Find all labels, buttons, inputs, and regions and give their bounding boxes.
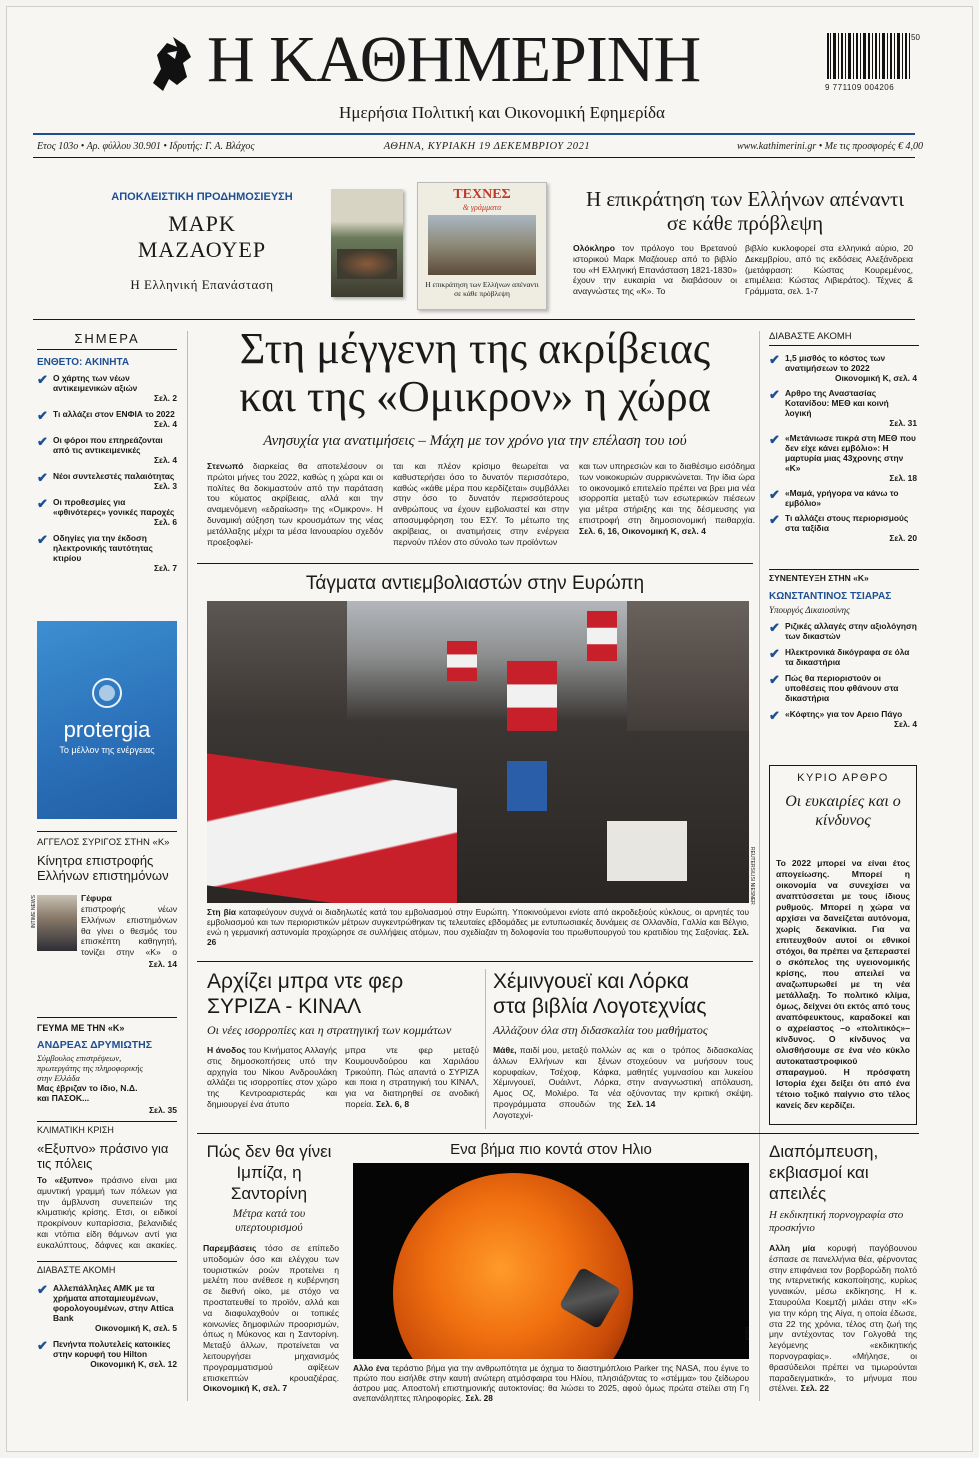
read-also-item: ✔ Τι αλλάζει στους περιορισμούς στα ταξίδια Σελ. 20	[769, 512, 917, 543]
read-also-item: ✔ «Μαμά, γρήγορα να κάνω το εμβόλιο»	[769, 487, 899, 508]
today-header: ΣΗΜΕΡΑ	[74, 331, 140, 346]
bottom-stories-rule	[197, 1133, 919, 1134]
interview-item: ✔ Ριζικές αλλαγές στην αξιολόγηση των δικαστών	[769, 620, 917, 641]
checkmark-icon: ✔	[769, 487, 780, 502]
interview-item: ✔ Ηλεκτρονικά δικόγραφα σε όλα τα δικαστήρια	[769, 646, 910, 667]
interview-item: ✔ «Κόφτης» για τον Αρειο Πάγο Σελ. 4	[769, 708, 917, 729]
griffin-logo-icon	[147, 33, 197, 97]
main-headline-line1: Στη μέγγενη της ακρίβειας	[239, 324, 711, 373]
left-column-divider	[187, 331, 188, 1401]
climate-text: Το «έξυπνο» πράσινο είναι μια αμυντική γραμμή των πόλεων για την άμβλυνση συνεπειών της κλιματικής κρίσης. Ετσι, οι ειδικοί προκρίνουν κυπαρίσσια, βελανιδιές και ντόπια είδη θάμνων αντί για ευκαλύπτους, δάφνες και ακακίες.	[37, 1175, 177, 1250]
photo-story-rule	[197, 563, 753, 564]
politics-headline	[207, 969, 479, 1019]
checkmark-icon: ✔	[37, 532, 48, 547]
sun-credit: NASA	[743, 1327, 749, 1341]
literature-col1: Μάθε, παιδί μου, μεταξύ πολλών άλλων Ελλήνων και ξένων κορυφαίων, Τσέχοφ, Κάφκα, Χέμινγουεϊ, Ουάιλντ, Λόρκα, Αμος Οζ, Μολιέρο. Τα νέα προγράμματα σπουδών της Λογοτεχνί-	[493, 1045, 622, 1120]
read-also-header: ΔΙΑΒΑΣΤΕ ΑΚΟΜΗ	[769, 331, 852, 342]
politics-literature-divider	[485, 969, 486, 1129]
sun-caption: Αλλο ένα τεράστιο βήμα για την ανθρωπότητα με όχημα το διαστημόπλοιο Parker της NASA, που έγινε το πρώτο που εισήλθε στην καυτή ανώτερη ατμόσφαιρα του Ηλίου, πλησιάζοντας το «στέμμα» του ζείδωρου άστρου μας. Αποστολή επιστημονικής αυτοκτονίας: θα λιώσει το 2025, αφού όμως πρώτα στείλει στη Γη ανεπανάληπτες πληροφορίες. Σελ. 28	[353, 1363, 749, 1403]
ad-brand: protergia	[63, 717, 151, 742]
book-cover-image	[331, 189, 403, 297]
read-also-rule	[769, 345, 919, 346]
literature-col2: ας και ο τρόπος διδασκαλίας στοχεύουν να μυήσουν τους μαθητές γυμνασίου και λυκείου στην αναγνωστική απόλαυση, οξύνοντας την κριτική σκέψη. Σελ. 14	[627, 1045, 753, 1109]
harass-headline: Διαπόμπευση, εκβιασμοί και απειλές	[769, 1142, 879, 1203]
checkmark-icon: ✔	[769, 432, 780, 447]
photo-story-headline: Τάγματα αντιεμβολιαστών στην Ευρώπη	[305, 573, 645, 594]
checkmark-icon: ✔	[769, 387, 780, 402]
checkmark-icon: ✔	[769, 620, 780, 635]
barcode-graphic	[825, 33, 923, 83]
promo-author	[97, 211, 307, 263]
today-item: ✔ Οι φόροι που επηρεάζονται από τις αντικειμενικές Σελ. 4	[37, 434, 177, 465]
climate-title: «Εξυπνο» πράσινο για τις πόλεις	[37, 1141, 169, 1171]
checkmark-icon: ✔	[37, 1282, 48, 1297]
main-headline-line2: και της «Ομικρον» η χώρα	[239, 372, 711, 421]
checkmark-icon: ✔	[37, 1338, 48, 1353]
photo-caption: Στη βία καταφεύγουν συχνά οι διαδηλωτές κατά του εμβολιασμού στην Ευρώπη. Υποκινούμενοι ενίοτε από ακροδεξιούς κύκλους, οι αρνητές του εμβολιασμού και των περιοριστικών μέτρων συγκεντρώθηκαν τις τελευταίες εβδομάδες με εντυπωσιακές δυνάμεις σε Ολλανδία, Γαλλία και Βέλγιο, ενώ η γερμανική αστυνομία προχώρησε σε συλλήψεις ατόμων, που σχεδίαζαν τη δολοφονία του πρωθυπουργού του κρατιδίου της Σαξονίας. Σελ. 26	[207, 907, 749, 947]
read-also2-rule	[37, 1261, 177, 1262]
ad-tagline: Το μέλλον της ενέργειας	[59, 745, 155, 755]
read-also-item: ✔ 1,5 μισθός το κόστος των ανατιμήσεων το 2022 Οικονομική Κ, σελ. 4	[769, 352, 917, 383]
checkmark-icon: ✔	[37, 470, 48, 485]
today-item: ✔ Τι αλλάζει στον ΕΝΦΙΑ το 2022 Σελ. 4	[37, 408, 177, 429]
checkmark-icon: ✔	[37, 434, 48, 449]
read-also2-header: ΔΙΑΒΑΣΤΕ ΑΚΟΜΗ	[37, 1265, 116, 1275]
taste-role: Σύμβουλος επιστρέψεων, πρωτεργάτης της πληροφορικής στην Ελλάδα	[37, 1053, 143, 1083]
main-subhead: Ανησυχία για ανατιμήσεις – Μάχη με τον χρόνο για την επέλαση του ιού	[263, 433, 687, 449]
today-list	[37, 373, 177, 573]
checkmark-icon: ✔	[37, 408, 48, 423]
literature-headline-line2: στα βιβλία Λογοτεχνίας	[493, 995, 707, 1018]
main-headline	[197, 325, 753, 421]
read-also2-item: ✔ Αλλεπάλληλες ΑΜΚ με τα χρήματα αποταμιευμένων, φορολογουμένων, στην Attica Bank Οικονομική Κ, σελ. 5	[37, 1282, 177, 1333]
ibiza-headline: Πώς δεν θα γίνει Ιμπίζα, η Σαντορίνη	[206, 1142, 332, 1203]
masthead-title: Η ΚΑΘΗΜΕΡΙΝΗ	[207, 23, 701, 96]
read-also-list	[769, 353, 917, 543]
read-also2-item: ✔ Πενήντα πολυτελείς κατοικίες στην κορυφή του Hilton Οικονομική Κ, σελ. 12	[37, 1338, 177, 1369]
right-column-divider	[759, 331, 760, 1401]
barcode-number: 9 771109 004206	[825, 83, 895, 92]
newspaper-front-page	[6, 6, 973, 1452]
today-item: ✔ Οι προθεσμίες για «φθινότερες» γονικές παροχές Σελ. 6	[37, 496, 177, 527]
promo-text-col1	[573, 243, 737, 297]
issue-info: Ετος 103ο • Αρ. φύλλου 30.901 • Ιδρυτής: Γ. Α. Βλάχος	[37, 141, 255, 152]
promo-text-col2: βιβλίο κυκλοφορεί στα ελληνικά αύριο, 20 Δεκεμβρίου, από τις εκδόσεις Αλεξάνδρεια (μετάφραση: Κώστας Κουρεμένος, επιμέλεια: Κώστας Λιβιεράτος). Τέχνες & Γράμματα, σελ. 1-7	[745, 243, 913, 297]
read-also-item: ✔ «Μετάνιωσε πικρά στη ΜΕΘ που δεν είχε κάνει εμβόλιο»: Η μαρτυρία μιας 43χρονης στην «Κ» Σελ. 18	[769, 432, 917, 483]
magazine-caption: Η επικράτηση των Ελλήνων απέναντι σε κάθε πρόβλεψη	[425, 280, 539, 298]
insert-label: ΕΝΘΕΤΟ: ΑΚΙΝΗΤΑ	[37, 357, 130, 368]
magazine-cover	[417, 182, 547, 310]
lower-stories-rule	[197, 961, 753, 962]
taste-quote: Μας έβριζαν το ίδιο, Ν.Δ. και ΠΑΣΟΚ...	[37, 1083, 138, 1103]
taste-rule	[37, 1017, 177, 1018]
promo-author-line2: ΜΑΖΑΟΥΕΡ	[137, 237, 267, 262]
taste-header: ΓΕΥΜΑ ΜΕ ΤΗΝ «Κ»	[37, 1023, 125, 1033]
climate-rule	[37, 1121, 177, 1122]
protergia-ad[interactable]	[37, 621, 177, 819]
politics-subhead: Οι νέες ισορροπίες και η στρατηγική των κομμάτων	[207, 1023, 452, 1037]
website-price: www.kathimerini.gr • Με τις προσφορές € 4,00	[736, 141, 923, 152]
masthead-subtitle: Ημερήσια Πολιτική και Οικονομική Εφημερίδα	[339, 103, 665, 122]
angelos-rule	[37, 831, 177, 832]
checkmark-icon: ✔	[769, 646, 780, 661]
date-line: ΑΘΗΝΑ, ΚΥΡΙΑΚΗ 19 ΔΕΚΕΜΒΡΙΟΥ 2021	[383, 141, 591, 152]
photo-credit: REUTERS/LISI NIESNER	[749, 847, 755, 905]
today-item: ✔ Οδηγίες για την έκδοση ηλεκτρονικής ταυτότητας κτιρίου Σελ. 7	[37, 532, 177, 573]
interview-item: ✔ Πώς θα περιοριστούν οι υποθέσεις που φθάνουν στα δικαστήρια	[769, 672, 899, 703]
promo-kicker: ΑΠΟΚΛΕΙΣΤΙΚΗ ΠΡΟΔΗΜΟΣΙΕΥΣΗ	[111, 191, 293, 203]
barcode-issue: 50	[911, 33, 920, 42]
promo-text-col1-body: τον πρόλογο του Βρετανού ιστορικού Μαρκ Μαζάουερ από το βιβλίο του «Η Ελληνική Επανάσταση 1821-1830» έχουν την ευκαιρία να διαβάσουν οι αναγνώστες της «Κ». Το	[573, 243, 737, 297]
angelos-photo-credit: INTIME NEWS	[31, 895, 37, 929]
checkmark-icon: ✔	[769, 512, 780, 527]
angelos-header: ΑΓΓΕΛΟΣ ΣΥΡΙΓΟΣ ΣΤΗΝ «Κ»	[37, 837, 170, 848]
climate-header: ΚΛΙΜΑΤΙΚΗ ΚΡΙΣΗ	[37, 1125, 114, 1135]
literature-headline	[493, 969, 755, 1019]
interview-list	[769, 621, 917, 729]
protest-crowd-image	[207, 601, 749, 903]
angelos-text-a: Γέφυρα	[81, 893, 112, 903]
promo-author-line1: ΜΑΡΚ	[168, 211, 236, 236]
main-col2: ται και πλέον κρίσιμο θεωρείται να καθυστερήσει όσο το δυνατόν περισσότερο, καθώς «κάθε μέρα που κερδίζεται» συμβάλλει στην όσο το δυνατόν περισσότερους ανθρώπους να έχουν εμβολιαστεί και στην αποσυμφόρηση του ΕΣΥ. Το μέτωπο της ακρίβειας, οι ανατιμήσεις στην ενέργεια περνούν πλέον στο σύνολο των προϊόντων	[393, 461, 569, 547]
checkmark-icon: ✔	[769, 352, 780, 367]
today-item: ✔ Νέοι συντελεστές παλαιότητας Σελ. 3	[37, 470, 177, 491]
promo-headline: Η επικράτηση των Ελλήνων απέναντι σε κάθε πρόβλεψη	[585, 187, 905, 235]
checkmark-icon: ✔	[37, 372, 48, 387]
ibiza-text: Παρεμβάσεις τόσο σε επίπεδο υποδομών όσο και ελέγχου των τουριστικών ροών προτείνει η μελέτη που ανέθεσε η κυβέρνηση σε διεθνή οίκο, με στόχο να προστατευθεί το προϊόν, αλλά και να διαφυλαχθούν οι τοπικές κοινωνίες δημοφιλών προορισμών, όπως η Μύκονος και η Σαντορίνη. Μεταξύ άλλων, προτείνεται να λειτουργήσει μηχανισμός προγραμματισμού αφίξεων επισκεπτών κρουαζιέρας. Οικονομική Κ, σελ. 7	[203, 1243, 339, 1394]
literature-headline-line1: Χέμινγουεϊ και Λόρκα	[493, 970, 689, 993]
editorial-header: ΚΥΡΙΟ ΑΡΘΡΟ	[797, 772, 889, 784]
protergia-logo-icon	[87, 673, 127, 713]
read-also-item: ✔ Αρθρο της Αναστασίας Κοτανίδου: ΜΕΘ και κοινή λογική Σελ. 31	[769, 387, 917, 428]
interview-role: Υπουργός Δικαιοσύνης	[769, 605, 850, 615]
angelos-title: Κίνητρα επιστροφής Ελλήνων επιστημόνων	[37, 853, 169, 883]
magazine-name: ΤΕΧΝΕΣ	[453, 187, 511, 202]
barcode	[825, 33, 923, 97]
checkmark-icon: ✔	[769, 708, 780, 723]
interview-name: ΚΩΝΣΤΑΝΤΙΝΟΣ ΤΣΙΑΡΑΣ	[769, 591, 892, 602]
politics-headline-line2: ΣΥΡΙΖΑ - ΚΙΝΑΛ	[207, 995, 362, 1018]
harass-subhead: Η εκδικητική πορνογραφία στο προσκήνιο	[769, 1209, 904, 1234]
read-also2-list	[37, 1283, 177, 1369]
editorial-text: Το 2022 μπορεί να είναι έτος απογείωσης. Μπορεί η οικονομία να συνεχίσει να αναπτύσσεται με τους ίδιους ρυθμούς. Μπορεί η χώρα να αρχίσει να δανείζεται αυτόνομα, χωρίς δεκανίκια. Για να επιτευχθούν αυτοί οι εθνικοί στόχοι, θα πρέπει να ξεπεραστεί ο σκόπελος της υγειονομικής κρίσης, που απειλεί να αναζωπυρωθεί με τη νέα μετάλλαξη. Το πολιτικό κλίμα, όμως, δείχνει ότι εκτός από τους αναπόφευκτους, καραδοκεί και ο αχρείαστος –ο «πολιτικός»– κίνδυνος. Ο κίνδυνος να ολισθήσουμε σε ένα νέο κύκλο αυτοκαταστροφικού σπαραγμού. Η πρόσφατη Ιστορία έχει δείξει ότι από ένα τέτοιο τοξικό παίγνιο στο τέλος κανείς δεν κερδίζει.	[776, 858, 910, 1110]
promo-lead-word: Ολόκληρο	[573, 243, 615, 253]
promo-rule	[33, 319, 915, 320]
masthead-rule	[33, 133, 915, 135]
main-col3: και των υπηρεσιών και το διαθέσιμο εισόδημα των νοικοκυριών συρρικνώνεται. Την ίδια ώρα το οικονομικό επιτελείο πρέπει να βρει μια νέα ισορροπία μεταξύ των εσωτερικών πιέσεων για μέτρα στήριξης και της δέσμευσης για επιστροφή στη δημοσιονομική πειθαρχία. Σελ. 6, 16, Οικονομική Κ, σελ. 4	[579, 461, 755, 536]
politics-col2: μπρα ντε φερ μεταξύ Κουμουνδούρου και Χαριλάου Τρικούπη. Πώς απαντά ο ΣΥΡΙΖΑ και ποια η στρατηγική του ΚΙΝΑΛ, για να διατηρηθεί σε ανοδική πορεία. Σελ. 6, 8	[345, 1045, 479, 1109]
main-col1: Στενωπό διαρκείας θα αποτελέσουν οι πρώτοι μήνες του 2022, καθώς η χώρα και οι πολίτες θα δοκιμαστούν από την παράταση του κύματος ακρίβειας, αλλά και την αναμενόμενη «εδραίωση» της «Ομικρον». Η δυναμική αύξηση των κρουσμάτων της νέας μετάλλαξης μέχρι τα μέσα Ιανουαρίου σχεδόν προεξοφλεί-	[207, 461, 383, 547]
editorial-title: Οι ευκαιρίες και ο κίνδυνος	[785, 793, 901, 829]
politics-headline-line1: Αρχίζει μπρα ντε φερ	[207, 970, 404, 993]
checkmark-icon: ✔	[37, 496, 48, 511]
magazine-painting-image	[428, 215, 536, 275]
sun-image	[353, 1163, 749, 1359]
taste-name: ΑΝΔΡΕΑΣ ΔΡΥΜΙΩΤΗΣ	[37, 1039, 153, 1051]
checkmark-icon: ✔	[769, 672, 780, 687]
taste-page: Σελ. 35	[148, 1105, 177, 1115]
magazine-sub: & γράμματα	[462, 203, 502, 212]
interview-rule	[769, 569, 919, 570]
today-item: ✔ Ο χάρτης των νέων αντικειμενικών αξιών Σελ. 2	[37, 372, 177, 403]
angelos-text	[37, 893, 177, 904]
angelos-text-body: επιστροφής νέων Ελλήνων επιστημόνων θα γίνει ο θεσμός του επισκέπτη καθηγητή, τονίζει στην «Κ» ο	[81, 904, 177, 958]
harass-text: Αλλη μία κορυφή παγόβουνου έσπασε σε πανελλήνια θέα, φέρνοντας στην επιφάνεια τον βορβορώδη πολτό της ιντερνετικής κακοποίησης, κυρίως γυναικών, μέσω εκδίκησης. Η κ. Σταυρούλα Κοεμτζή μιλάει στην «Κ» για την κόρη της Αίγα, η οποία έδωσε, στα 22 της χρόνια, τέλος στη ζωή της μην αντέχοντας τον Γολγοθά της λεγόμενης «εκδικητικής πορνογραφίας». «Μήλησε, οι θρασύδειλοι πρέπει να τιμωρούνται παραδειγματικά», το μήνυμα που στέλνει. Σελ. 22	[769, 1243, 917, 1394]
promo-book-title: Η Ελληνική Επανάσταση	[130, 277, 274, 292]
masthead-bottom-rule	[33, 157, 915, 158]
interview-header: ΣΥΝΕΝΤΕΥΞΗ ΣΤΗΝ «Κ»	[769, 573, 869, 583]
today-rule	[37, 349, 177, 350]
literature-subhead: Αλλάζουν όλα στη διδασκαλία του μαθήματος	[493, 1023, 708, 1037]
sun-headline: Ενα βήμα πιο κοντά στον Ηλιο	[450, 1141, 652, 1158]
angelos-page: Σελ. 14	[148, 959, 177, 969]
editorial-box	[769, 765, 917, 1125]
politics-col1: Η άνοδος του Κινήματος Αλλαγής στις δημοσκοπήσεις υπό την αρχηγία του Νίκου Ανδρουλάκη αλλάζει τις ισορροπίες στον χώρο της Κεντροαριστεράς και δημιουργεί ένα άτυπο	[207, 1045, 337, 1109]
ibiza-subhead: Μέτρα κατά του υπερτουρισμού	[232, 1208, 306, 1234]
